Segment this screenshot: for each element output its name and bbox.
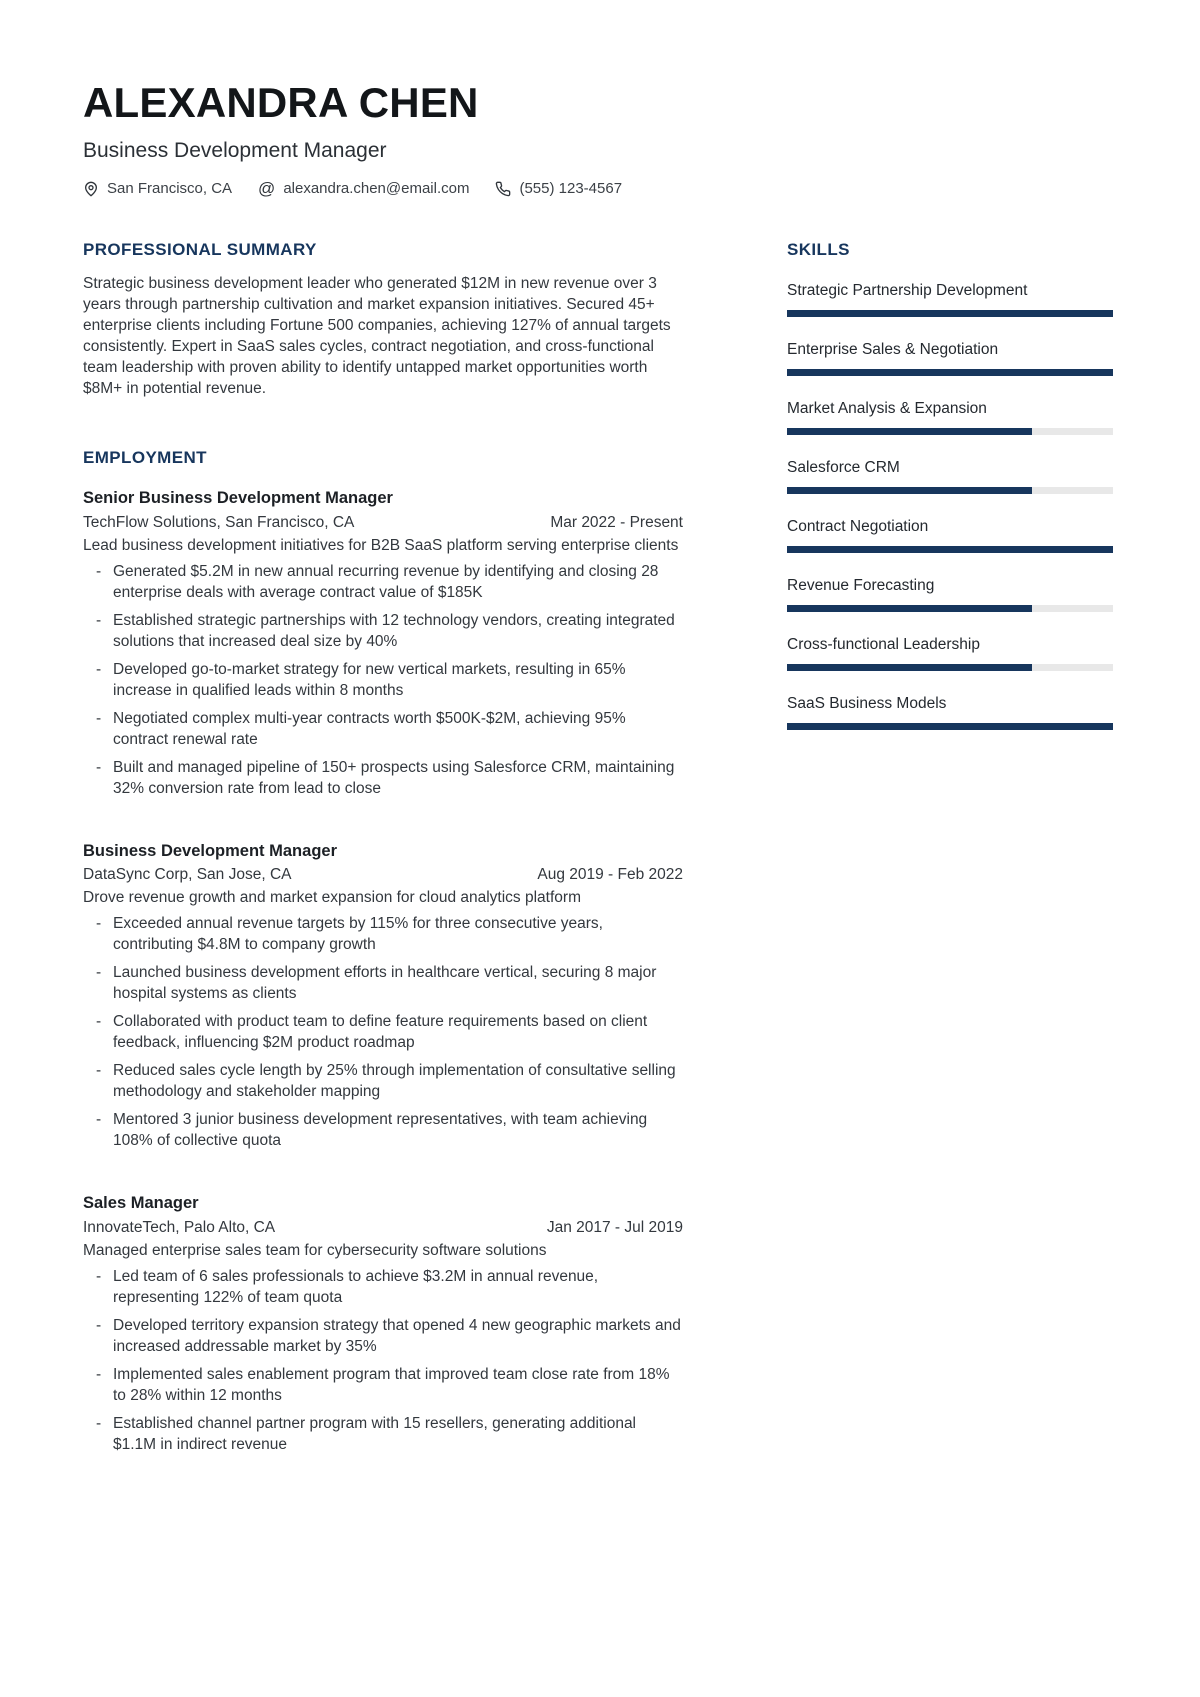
summary-text: Strategic business development leader who generated $12M in new revenue over 3 years through partnership cultivation and market expansion initiatives. Secured 45+ enterprise clients including Fortune 500 companies, achieving 127% of annual targets consistently. Expert in SaaS sales cycles, contract negotiation, and cross-functional team leadership with proven ability to identify untapped market opportunities worth $8M+ in potential revenue. — [83, 275, 671, 398]
bullet-dash: - — [96, 964, 102, 982]
job-bullet — [83, 708, 683, 750]
bullet-dash: - — [96, 1268, 102, 1286]
job-bullet-list — [83, 913, 683, 1151]
job-bullet-text: Built and managed pipeline of 150+ prospects using Salesforce CRM, maintaining 32% conversion rate from lead to close — [113, 758, 675, 797]
skill-bar-fill — [787, 428, 1032, 435]
skill-name: Enterprise Sales & Negotiation — [787, 341, 999, 359]
skill-name: Contract Negotiation — [787, 518, 929, 536]
contact-phone-text: (555) 123-4567 — [519, 180, 623, 198]
skill-item — [787, 399, 1113, 435]
skill-item — [787, 340, 1113, 376]
candidate-title: Business Development Manager — [83, 139, 387, 163]
employment-heading: EMPLOYMENT — [83, 448, 207, 468]
job-bullet-text: Reduced sales cycle length by 25% through implementation of consultative selling methodology and stakeholder mapping — [113, 1062, 676, 1101]
job-description: Managed enterprise sales team for cybersecurity software solutions — [83, 1242, 547, 1260]
bullet-dash: - — [96, 1111, 102, 1129]
bullet-dash: - — [96, 709, 102, 727]
contact-location-text: San Francisco, CA — [107, 180, 233, 198]
job-meta — [83, 1219, 683, 1237]
job-bullet-text: Established channel partner program with 15 resellers, generating additional $1.1M in indirect revenue — [113, 1415, 637, 1454]
skill-item — [787, 458, 1113, 494]
job-bullet — [83, 913, 683, 955]
skills-heading: SKILLS — [787, 240, 850, 260]
job-dates: Jan 2017 - Jul 2019 — [546, 1219, 683, 1237]
bullet-dash: - — [96, 1013, 102, 1031]
job-entry — [83, 841, 683, 1152]
bullet-dash: - — [96, 562, 102, 580]
bullet-dash: - — [96, 611, 102, 629]
skill-bar-track — [787, 664, 1113, 671]
job-bullet — [83, 1413, 683, 1455]
at-icon: @ — [258, 179, 276, 199]
skill-bar-fill — [787, 310, 1113, 317]
job-bullet-text: Collaborated with product team to define feature requirements based on client feedback, influencing $2M product roadmap — [113, 1013, 648, 1052]
job-dates: Aug 2019 - Feb 2022 — [537, 866, 683, 884]
skill-bar-track — [787, 546, 1113, 553]
job-bullet-text: Developed go-to-market strategy for new vertical markets, resulting in 65% increase in qualified leads within 8 months — [113, 660, 626, 699]
job-role: Senior Business Development Manager — [83, 489, 393, 508]
bullet-dash: - — [96, 1415, 102, 1433]
skills-column — [787, 241, 1113, 1462]
contact-location — [83, 180, 232, 197]
resume-header — [83, 80, 1113, 197]
job-bullet — [83, 610, 683, 652]
skill-item — [787, 694, 1113, 730]
job-meta — [83, 866, 683, 884]
job-description: Drove revenue growth and market expansion for cloud analytics platform — [83, 889, 581, 907]
job-company: TechFlow Solutions, San Francisco, CA — [83, 513, 355, 531]
job-meta — [83, 514, 683, 532]
skill-bar-fill — [787, 546, 1113, 553]
skill-bar-track — [787, 605, 1113, 612]
bullet-dash: - — [96, 660, 102, 678]
job-role: Business Development Manager — [83, 841, 337, 860]
skill-bar-track — [787, 428, 1113, 435]
job-company: InnovateTech, Palo Alto, CA — [83, 1219, 276, 1237]
job-entry — [83, 488, 683, 799]
skill-bar-fill — [787, 723, 1113, 730]
skill-item — [787, 635, 1113, 671]
job-bullet — [83, 561, 683, 603]
skill-name: Market Analysis & Expansion — [787, 400, 987, 418]
contact-row — [83, 180, 1113, 197]
skill-bar-track — [787, 310, 1113, 317]
job-bullet-text: Negotiated complex multi-year contracts worth $500K-$2M, achieving 95% contract renewal rate — [113, 709, 626, 748]
job-bullet — [83, 659, 683, 701]
phone-icon — [495, 181, 511, 197]
job-bullet-text: Developed territory expansion strategy that opened 4 new geographic markets and increased addressable market by 35% — [113, 1317, 681, 1356]
location-pin-icon — [83, 181, 99, 197]
skill-bar-track — [787, 487, 1113, 494]
job-bullet-list — [83, 1266, 683, 1455]
left-column — [83, 241, 683, 1462]
summary-section — [83, 241, 683, 399]
job-bullet-text: Generated $5.2M in new annual recurring revenue by identifying and closing 28 enterprise deals with average contract value of $185K — [113, 562, 659, 601]
job-bullet — [83, 757, 683, 799]
job-bullet — [83, 1109, 683, 1151]
skill-bar-fill — [787, 664, 1032, 671]
candidate-name: ALEXANDRA CHEN — [83, 79, 479, 126]
job-description: Lead business development initiatives for B2B SaaS platform serving enterprise clients — [83, 536, 679, 554]
job-bullet-text: Exceeded annual revenue targets by 115% for three consecutive years, contributing $4.8M to company growth — [113, 915, 603, 954]
summary-heading: PROFESSIONAL SUMMARY — [83, 240, 317, 260]
bullet-dash: - — [96, 758, 102, 776]
job-dates: Mar 2022 - Present — [550, 513, 683, 531]
skill-bar-fill — [787, 487, 1032, 494]
bullet-dash: - — [96, 915, 102, 933]
skill-bar-fill — [787, 369, 1113, 376]
skill-item — [787, 281, 1113, 317]
contact-email-text: alexandra.chen@email.com — [283, 180, 470, 198]
job-bullet-text: Mentored 3 junior business development representatives, with team achieving 108% of collective quota — [113, 1111, 648, 1150]
job-bullet — [83, 1011, 683, 1053]
skill-bar-track — [787, 723, 1113, 730]
contact-email — [258, 180, 469, 197]
job-bullet-text: Implemented sales enablement program that improved team close rate from 18% to 28% within 12 months — [113, 1366, 670, 1405]
skill-name: SaaS Business Models — [787, 695, 947, 713]
job-bullet-text: Established strategic partnerships with 12 technology vendors, creating integrated solutions that increased deal size by 40% — [113, 611, 675, 650]
job-company: DataSync Corp, San Jose, CA — [83, 866, 292, 884]
bullet-dash: - — [96, 1062, 102, 1080]
job-bullet-text: Led team of 6 sales professionals to achieve $3.2M in annual revenue, representing 122% of team quota — [113, 1268, 599, 1307]
job-entry — [83, 1193, 683, 1455]
contact-phone — [495, 180, 622, 197]
job-bullet — [83, 1315, 683, 1357]
job-bullet — [83, 962, 683, 1004]
skill-item — [787, 576, 1113, 612]
skill-name: Revenue Forecasting — [787, 577, 935, 595]
bullet-dash: - — [96, 1366, 102, 1384]
skill-name: Strategic Partnership Development — [787, 282, 1028, 300]
content-columns — [83, 241, 1113, 1462]
job-bullet-list — [83, 561, 683, 799]
bullet-dash: - — [96, 1317, 102, 1335]
job-bullet-text: Launched business development efforts in healthcare vertical, securing 8 major hospital systems as clients — [113, 964, 657, 1003]
job-role: Sales Manager — [83, 1194, 199, 1213]
job-bullet — [83, 1266, 683, 1308]
skill-name: Salesforce CRM — [787, 459, 900, 477]
job-bullet — [83, 1060, 683, 1102]
job-bullet — [83, 1364, 683, 1406]
skill-bar-fill — [787, 605, 1032, 612]
skill-name: Cross-functional Leadership — [787, 636, 980, 654]
skill-bar-track — [787, 369, 1113, 376]
skill-item — [787, 517, 1113, 553]
employment-section — [83, 449, 683, 1455]
